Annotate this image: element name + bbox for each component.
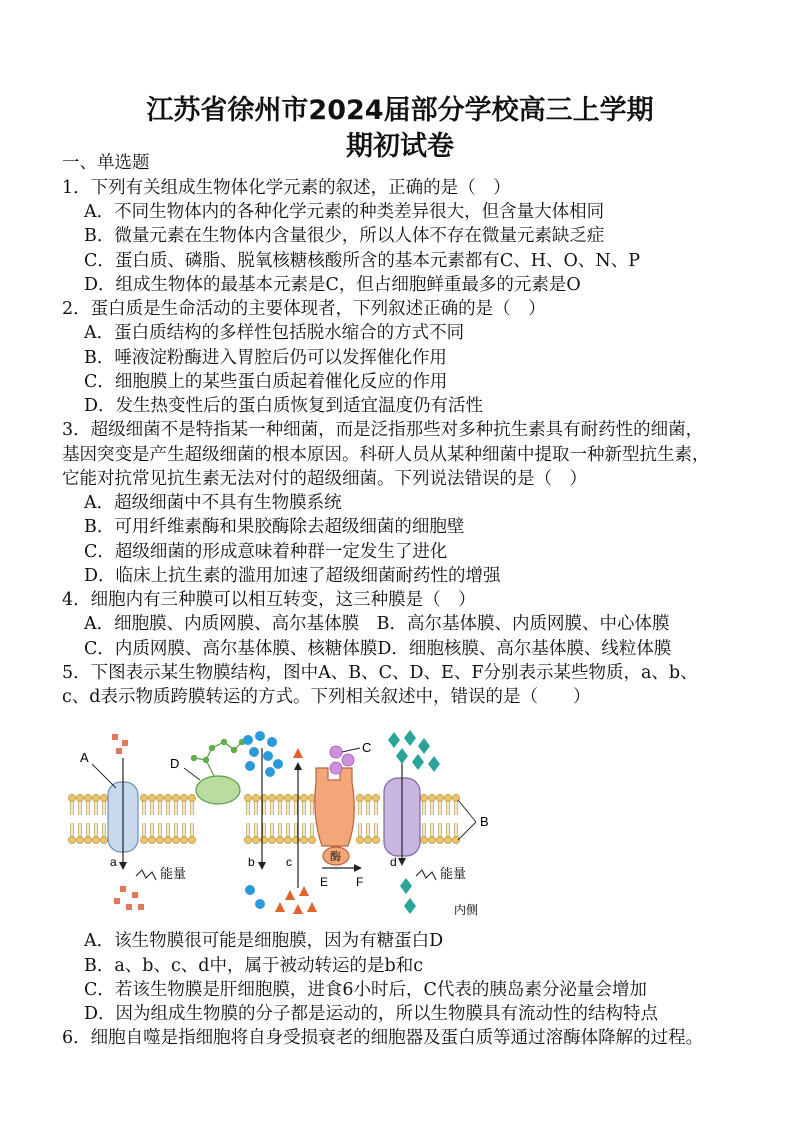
phospholipid-outer: [444, 794, 451, 815]
leader-b-top: [458, 800, 476, 822]
phospholipid-inner: [180, 823, 187, 844]
phospholipid-inner: [436, 823, 443, 844]
question-5-option-a: A．该生物膜很可能是细胞膜，因为有糖蛋白D: [84, 931, 444, 951]
leader-a: [92, 764, 116, 788]
arrow-e-to-f-head: [354, 864, 362, 872]
question-2-option-c: C．细胞膜上的某些蛋白质起着催化反应的作用: [84, 372, 448, 392]
phospholipid-inner: [444, 823, 451, 844]
question-1-stem: 1．下列有关组成生物体化学元素的叙述，正确的是（ ）: [62, 178, 511, 198]
question-3-option-d: D．临床上抗生素的滥用加速了超级细菌耐药性的增强: [84, 566, 501, 586]
exam-title-line2: 期初试卷: [346, 131, 454, 162]
arrow-b-head: [258, 862, 266, 870]
energy-zigzag-d: [416, 870, 436, 880]
phospholipid-outer: [68, 794, 75, 815]
label-b: b: [248, 855, 255, 869]
question-1-option-b: B．微量元素在生物体内含量很少，所以人体不存在微量元素缺乏症: [84, 226, 605, 246]
phospholipid-inner: [252, 823, 259, 844]
section-heading: 一、单选题: [62, 153, 150, 173]
sugar-chain: [191, 739, 245, 776]
phospholipid-inner: [428, 823, 435, 844]
phospholipid-inner: [140, 823, 147, 844]
question-5-option-c: C．若该生物膜是肝细胞膜，进食6小时后，C代表的胰岛素分泌量会增加: [84, 980, 647, 1000]
question-4-stem: 4．细胞内有三种膜可以相互转变，这三种膜是（ ）: [62, 590, 476, 610]
phospholipid-inner: [244, 823, 251, 844]
phospholipid-inner: [268, 823, 275, 844]
phospholipid-inner: [276, 823, 283, 844]
question-5-option-b: B．a、b、c、d中，属于被动转运的是b和c: [84, 956, 424, 976]
question-2-stem: 2．蛋白质是生命活动的主要体现者，下列叙述正确的是（ ）: [62, 299, 546, 319]
question-5-stem-line1: 5．下图表示某生物膜结构，图中A、B、C、D、E、F分别表示某些物质，a、b、: [62, 663, 698, 683]
label-B: B: [480, 814, 489, 829]
phospholipid-inner: [308, 823, 315, 844]
phospholipid-inner: [164, 823, 171, 844]
question-3-stem-line2: 基因突变是产生超级细菌的根本原因。科研人员从某种细菌中提取一种新型抗生素，: [62, 445, 710, 465]
glycoprotein-d: [196, 776, 240, 804]
arrow-c-head: [294, 762, 302, 770]
question-4-options-cd: C．内质网膜、高尔基体膜、核糖体膜D．细胞核膜、高尔基体膜、线粒体膜: [84, 639, 672, 659]
phospholipid-outer: [356, 794, 363, 815]
question-4-options-ab: A．细胞膜、内质网膜、高尔基体膜 B．高尔基体膜、内质网膜、中心体膜: [84, 614, 670, 634]
energy-zigzag-a: [136, 870, 156, 880]
phospholipid-outer: [164, 794, 171, 815]
phospholipid-inner: [300, 823, 307, 844]
phospholipid-outer: [420, 794, 427, 815]
phospholipid-outer: [452, 794, 459, 815]
label-a: a: [110, 855, 117, 869]
phospholipid-outer: [252, 794, 259, 815]
phospholipid-inner: [148, 823, 155, 844]
phospholipid-outer: [284, 794, 291, 815]
label-c: c: [286, 855, 292, 869]
blue-circle-molecules-outside: [243, 731, 283, 777]
phospholipid-inner: [84, 823, 91, 844]
question-2-option-b: B．唾液淀粉酶进入胃腔后仍可以发挥催化作用: [84, 348, 447, 368]
question-3-stem-line3: 它能对抗常见抗生素无法对付的超级细菌。下列说法错误的是（ ）: [62, 469, 587, 489]
phospholipid-outer: [156, 794, 163, 815]
phospholipid-inner: [420, 823, 427, 844]
leader-d: [184, 768, 200, 780]
phospholipid-outer: [188, 794, 195, 815]
phospholipid-inner: [100, 823, 107, 844]
label-E: E: [320, 875, 329, 889]
question-2-option-d: D．发生热变性后的蛋白质恢复到适宜温度仍有活性: [84, 396, 484, 416]
question-3-option-c: C．超级细菌的形成意味着种群一定发生了进化: [84, 542, 448, 562]
phospholipid-outer: [268, 794, 275, 815]
phospholipid-inner: [452, 823, 459, 844]
question-5-stem-line2: c、d表示物质跨膜转运的方式。下列相关叙述中，错误的是（ ）: [62, 687, 591, 707]
phospholipid-inner: [356, 823, 363, 844]
label-d: d: [390, 855, 397, 869]
phospholipid-outer: [372, 794, 379, 815]
membrane-structure-diagram: [66, 728, 506, 918]
question-1-option-a: A．不同生物体内的各种化学元素的种类差异很大，但含量大体相同: [84, 202, 605, 222]
phospholipid-outer: [148, 794, 155, 815]
phospholipid-outer: [172, 794, 179, 815]
square-molecules-inside: [114, 886, 144, 910]
question-6-stem: 6．细胞自噬是指细胞将自身受损衰老的细胞器及蛋白质等通过溶酶体降解的过程。: [62, 1028, 704, 1048]
phospholipid-outer: [180, 794, 187, 815]
label-A: A: [80, 750, 89, 765]
question-3-option-b: B．可用纤维素酶和果胶酶除去超级细菌的细胞壁: [84, 517, 465, 537]
question-3-stem-line1: 3．超级细菌不是特指某一种细菌，而是泛指那些对多种抗生素具有耐药性的细菌，: [62, 420, 704, 440]
phospholipid-outer: [100, 794, 107, 815]
diamond-molecules-inside: [400, 878, 416, 914]
phospholipid-outer: [76, 794, 83, 815]
label-energy-a: 能量: [160, 867, 187, 882]
question-1-option-d: D．组成生物体的最基本元素是C，但占细胞鲜重最多的元素是O: [84, 275, 581, 295]
label-D: D: [170, 756, 180, 771]
phospholipid-inner: [188, 823, 195, 844]
label-energy-d: 能量: [440, 867, 467, 882]
phospholipid-inner: [172, 823, 179, 844]
phospholipid-outer: [84, 794, 91, 815]
phospholipid-outer: [140, 794, 147, 815]
blue-circle-molecules-inside: [245, 885, 265, 909]
phospholipid-outer: [436, 794, 443, 815]
arrow-d-head: [398, 858, 406, 866]
exam-title-line1: 江苏省徐州市2024届部分学校高三上学期: [146, 95, 654, 126]
phospholipid-outer: [244, 794, 251, 815]
question-1-option-c: C．蛋白质、磷脂、脱氧核糖核酸所含的基本元素都有C、H、O、N、P: [84, 251, 640, 271]
phospholipid-outer: [428, 794, 435, 815]
label-inside: 内侧: [454, 903, 479, 917]
phospholipid-outer: [364, 794, 371, 815]
phospholipid-outer: [92, 794, 99, 815]
phospholipid-outer: [276, 794, 283, 815]
diamond-molecules-outside: [388, 730, 440, 772]
label-F: F: [356, 875, 364, 889]
leader-b-bottom: [458, 822, 476, 840]
phospholipid-outer: [300, 794, 307, 815]
phospholipid-inner: [76, 823, 83, 844]
phospholipid-inner: [68, 823, 75, 844]
phospholipid-inner: [284, 823, 291, 844]
label-C: C: [362, 740, 372, 755]
phospholipid-inner: [92, 823, 99, 844]
phospholipid-inner: [372, 823, 379, 844]
question-3-option-a: A．超级细菌中不具有生物膜系统: [84, 493, 342, 513]
carrier-protein: [315, 768, 354, 846]
arrow-a-head: [119, 862, 127, 870]
square-molecules-outside: [112, 734, 128, 754]
question-5-option-d: D．因为组成生物膜的分子都是运动的，所以生物膜具有流动性的结构特点: [84, 1004, 659, 1024]
phospholipid-inner: [156, 823, 163, 844]
question-2-option-a: A．蛋白质结构的多样性包括脱水缩合的方式不同: [84, 323, 465, 343]
phospholipid-inner: [364, 823, 371, 844]
label-enzyme: 酶: [330, 850, 341, 863]
